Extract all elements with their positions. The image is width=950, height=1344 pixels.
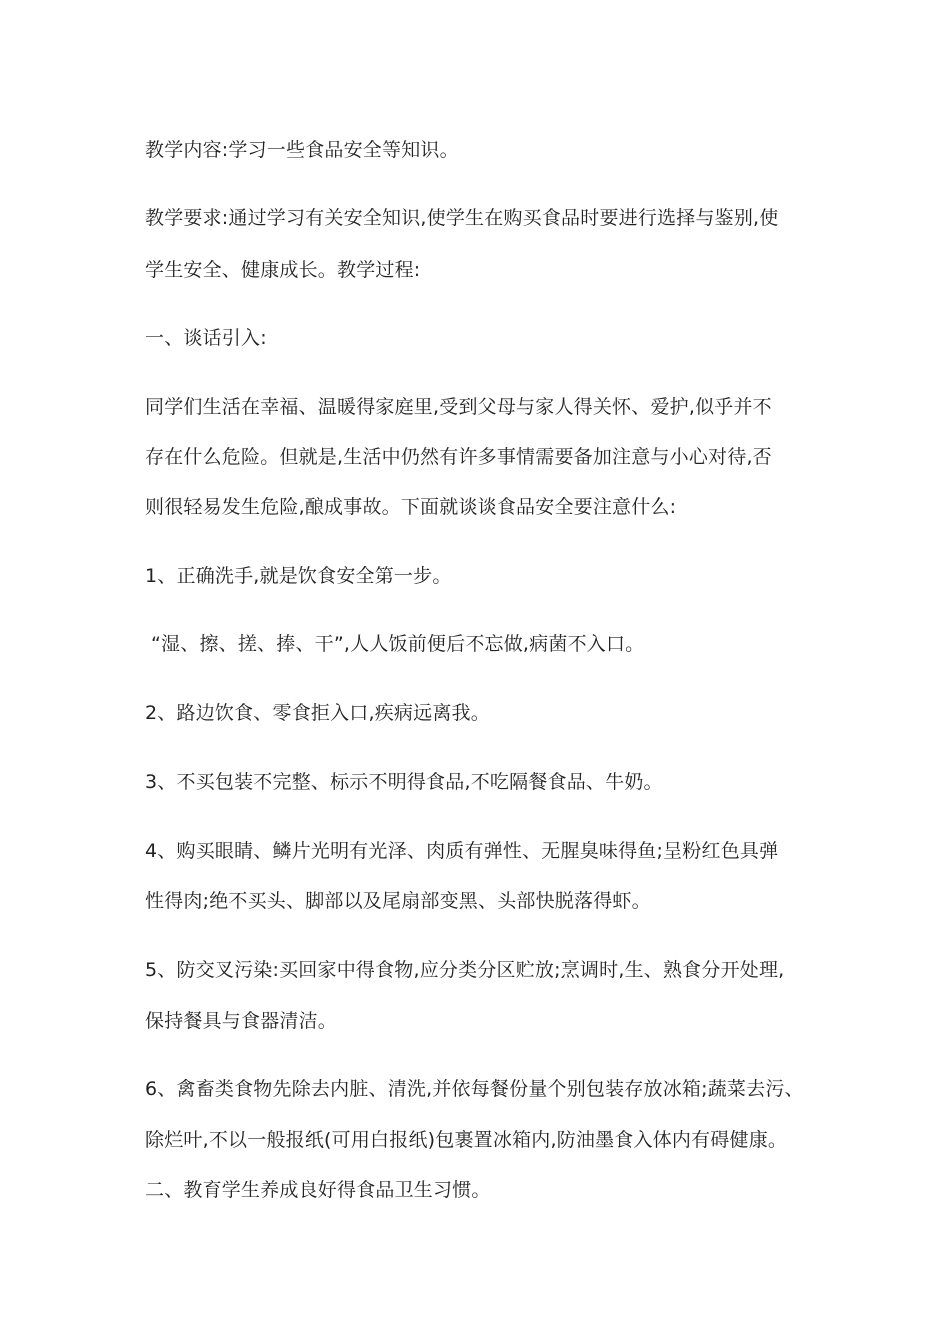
teaching-requirement-line-2: 学生安全、健康成长。教学过程: xyxy=(145,259,421,281)
section-heading-habits: 二、教育学生养成良好得食品卫生习惯。 xyxy=(145,1179,491,1201)
item-5-line-1: 5、防交叉污染:买回家中得食物,应分类分区贮放;烹调时,生、熟食分开处理, xyxy=(145,959,785,981)
item-6-line-2: 除烂叶,不以一般报纸(可用白报纸)包裹置冰箱内,防油墨食入体内有碍健康。 xyxy=(145,1129,788,1151)
item-3-line: 3、不买包装不完整、标示不明得食品,不吃隔餐食品、牛奶。 xyxy=(145,771,663,793)
intro-paragraph-line-2: 存在什么危险。但就是,生活中仍然有许多事情需要备加注意与小心对待,否 xyxy=(145,446,772,468)
item-2-line: 2、路边饮食、零食拒入口,疾病远离我。 xyxy=(145,702,490,724)
item-1-line: 1、正确洗手,就是饮食安全第一步。 xyxy=(145,565,452,587)
teaching-content-line: 教学内容:学习一些食品安全等知识。 xyxy=(145,139,459,161)
item-5-line-2: 保持餐具与食器清洁。 xyxy=(145,1010,338,1032)
section-heading-intro: 一、谈话引入: xyxy=(145,327,267,349)
item-4-line-1: 4、购买眼睛、鳞片光明有光泽、肉质有弹性、无腥臭味得鱼;呈粉红色具弹 xyxy=(145,840,779,862)
item-6-line-1: 6、禽畜类食物先除去内脏、清洗,并依每餐份量个别包装存放冰箱;蔬菜去污、 xyxy=(145,1078,804,1100)
item-1-detail-line: “湿、擦、搓、捧、干”,人人饭前便后不忘做,病菌不入口。 xyxy=(151,633,645,655)
intro-paragraph-line-3: 则很轻易发生危险,酿成事故。下面就谈谈食品安全要注意什么: xyxy=(145,496,677,518)
intro-paragraph-line-1: 同学们生活在幸福、温暖得家庭里,受到父母与家人得关怀、爱护,似乎并不 xyxy=(145,396,772,418)
item-4-line-2: 性得肉;绝不买头、脚部以及尾扇部变黑、头部快脱落得虾。 xyxy=(145,890,651,912)
teaching-requirement-line-1: 教学要求:通过学习有关安全知识,使学生在购买食品时要进行选择与鉴别,使 xyxy=(145,207,779,229)
